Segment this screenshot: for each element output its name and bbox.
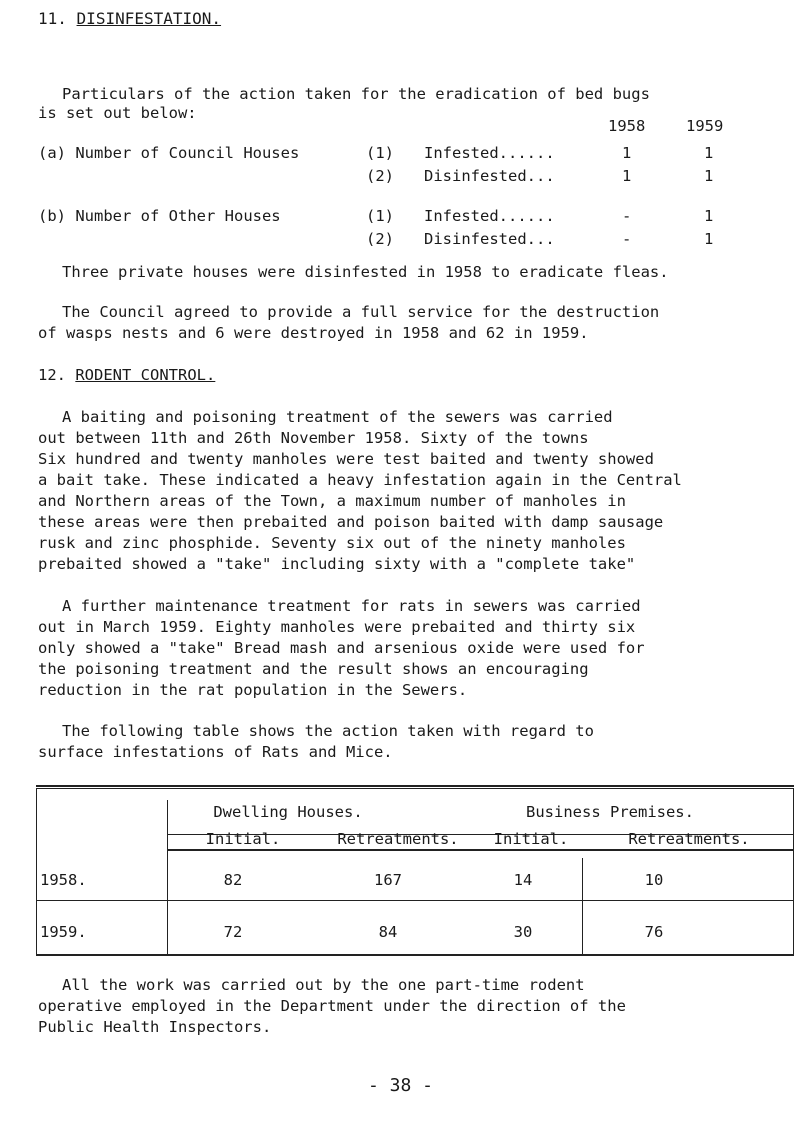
cell-dwelling-initial: 72 xyxy=(223,923,243,941)
table-top-rule xyxy=(36,785,794,787)
sub-number: (2) xyxy=(366,230,394,248)
paragraph-line: prebaited showed a "take" including sixty with a "complete take" xyxy=(38,555,636,573)
bedbug-row-a1 xyxy=(38,143,299,164)
subheader-business-retreatments: Retreatments. xyxy=(628,830,750,848)
value-1958: - xyxy=(622,207,632,225)
item-label: Disinfested... xyxy=(424,167,555,185)
paragraph-line: these areas were then prebaited and poison baited with damp sausage xyxy=(38,513,664,531)
item-label: Disinfested... xyxy=(424,230,555,248)
house-type-label: Number of Council Houses xyxy=(75,144,300,162)
section-12-heading xyxy=(38,365,215,386)
cell-dwelling-retreatments: 167 xyxy=(374,871,402,889)
fleas-paragraph: Three private houses were disinfested in 1958 to eradicate fleas. xyxy=(62,263,669,281)
closing-paragraph-line1: All the work was carried out by the one part-time rodent xyxy=(62,976,585,994)
paragraph-line: Six hundred and twenty manholes were test baited and twenty showed xyxy=(38,450,654,468)
sub-number: (1) xyxy=(366,207,394,225)
year-header-1958: 1958 xyxy=(608,117,646,135)
sub-number: (2) xyxy=(366,167,394,185)
paragraph-line: the poisoning treatment and the result shows an encouraging xyxy=(38,660,589,678)
value-1958: - xyxy=(622,230,632,248)
closing-paragraph-line2: operative employed in the Department under the direction of the xyxy=(38,997,626,1015)
paragraph-line: out between 11th and 26th November 1958. Sixty of the towns xyxy=(38,429,589,447)
value-1958: 1 xyxy=(622,144,632,162)
paragraph-line: A baiting and poisoning treatment of the sewers was carried xyxy=(62,408,613,426)
item-label: Infested...... xyxy=(424,144,555,162)
header-dwelling-houses: Dwelling Houses. xyxy=(213,803,363,821)
page-number: - 38 - xyxy=(368,1075,434,1096)
row-year-1958: 1958. xyxy=(40,871,87,889)
section-11-number: 11. xyxy=(38,9,67,28)
row-separator-rule xyxy=(36,900,794,901)
subheader-dwelling-initial: Initial. xyxy=(205,830,281,848)
disinfestation-intro-line1: Particulars of the action taken for the eradication of bed bugs xyxy=(62,85,650,103)
cell-business-initial: 30 xyxy=(513,923,533,941)
table-top-rule-2 xyxy=(36,788,794,789)
section-12-title: RODENT CONTROL. xyxy=(75,366,216,384)
value-1959: 1 xyxy=(704,230,714,248)
table-right-rule xyxy=(793,788,794,955)
value-1959: 1 xyxy=(704,167,714,185)
paragraph-line: rusk and zinc phosphide. Seventy six out of the ninety manholes xyxy=(38,534,626,552)
disinfestation-intro-line2: is set out below: xyxy=(38,104,197,122)
subheader-business-initial: Initial. xyxy=(493,830,569,848)
house-type-label: Number of Other Houses xyxy=(75,207,281,225)
subheader-dwelling-retreatments: Retreatments. xyxy=(337,830,459,848)
business-column-rule xyxy=(582,858,583,955)
paragraph-line: a bait take. These indicated a heavy infestation again in the Central xyxy=(38,471,682,489)
paragraph-line: out in March 1959. Eighty manholes were prebaited and thirty six xyxy=(38,618,636,636)
cell-business-retreatments: 76 xyxy=(644,923,664,941)
value-1959: 1 xyxy=(704,144,714,162)
section-12-number: 12. xyxy=(38,366,66,384)
cell-business-retreatments: 10 xyxy=(644,871,664,889)
group-label: (b) xyxy=(38,207,66,225)
header-business-premises: Business Premises. xyxy=(526,803,694,821)
paragraph-line: and Northern areas of the Town, a maximum number of manholes in xyxy=(38,492,626,510)
table-left-rule xyxy=(36,788,37,955)
section-11-title: DISINFESTATION. xyxy=(76,9,222,28)
closing-paragraph-line3: Public Health Inspectors. xyxy=(38,1018,272,1036)
row-year-1959: 1959. xyxy=(40,923,87,941)
paragraph-line: only showed a "take" Bread mash and arsenious oxide were used for xyxy=(38,639,645,657)
paragraph-line: A further maintenance treatment for rats in sewers was carried xyxy=(62,597,641,615)
value-1959: 1 xyxy=(704,207,714,225)
cell-business-initial: 14 xyxy=(513,871,533,889)
year-header-1959: 1959 xyxy=(686,117,724,135)
item-label: Infested...... xyxy=(424,207,555,225)
group-label: (a) xyxy=(38,144,66,162)
sub-number: (1) xyxy=(366,144,394,162)
table-intro-line2: surface infestations of Rats and Mice. xyxy=(38,743,393,761)
value-1958: 1 xyxy=(622,167,632,185)
cell-dwelling-retreatments: 84 xyxy=(378,923,398,941)
table-intro-line1: The following table shows the action taken with regard to xyxy=(62,722,594,740)
section-11-heading xyxy=(38,8,221,29)
wasps-paragraph-line2: of wasps nests and 6 were destroyed in 1958 and 62 in 1959. xyxy=(38,324,589,342)
wasps-paragraph-line1: The Council agreed to provide a full service for the destruction xyxy=(62,303,660,321)
paragraph-line: reduction in the rat population in the Sewers. xyxy=(38,681,468,699)
cell-dwelling-initial: 82 xyxy=(223,871,243,889)
bedbug-row-b1 xyxy=(38,206,281,227)
table-bottom-rule xyxy=(36,954,794,956)
